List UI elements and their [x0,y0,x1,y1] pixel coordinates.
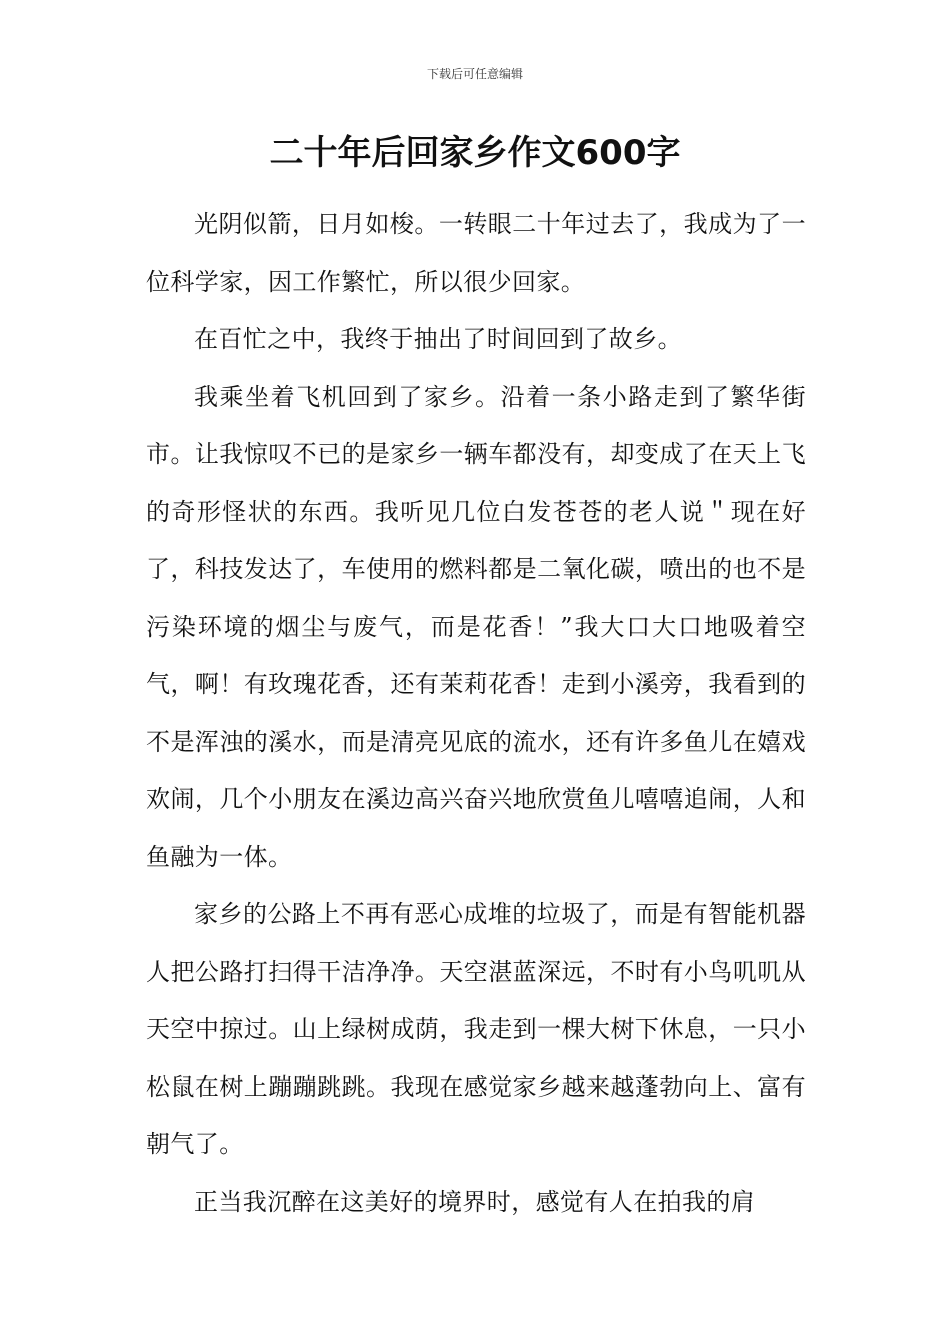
document-title: 二十年后回家乡作文600字 [269,133,681,173]
paragraph-1: 光阴似箭，日月如梭。一转眼二十年过去了，我成为了一位科学家，因工作繁忙，所以很少回家。 [146,210,806,296]
paragraph-4: 家乡的公路上不再有恶心成堆的垃圾了，而是有智能机器人把公路打扫得干洁净净。天空湛蓝深远，不时有小鸟叽叽从天空中掠过。山上绿树成荫，我走到一棵大树下休息，一只小松鼠在树上蹦蹦跳跳。我现在感觉家乡越来越蓬勃向上、富有朝气了。 [146,900,806,1158]
paragraph-5: 正当我沉醉在这美好的境界时，感觉有人在拍我的肩 [194,1187,756,1216]
paragraph-3: 我乘坐着飞机回到了家乡。沿着一条小路走到了繁华街市。让我惊叹不已的是家乡一辆车都没有，却变成了在天上飞的奇形怪状的东西。我听见几位白发苍苍的老人说＂现在好了，科技发达了，车使用的燃料都是二氧化碳，喷出的也不是污染环境的烟尘与废气，而是花香！”我大口大口地吸着空气，啊！有玫瑰花香，还有茉莉花香！走到小溪旁，我看到的不是浑浊的溪水，而是清亮见底的流水，还有许多鱼儿在嬉戏欢闹，几个小朋友在溪边高兴奋兴地欣赏鱼儿嘻嘻追闹，人和鱼融为一体。 [146,382,806,871]
document-body [146,196,806,1231]
header-note: 下载后可任意编辑 [426,67,523,81]
paragraph-2: 在百忙之中，我终于抽出了时间回到了故乡。 [194,325,682,353]
